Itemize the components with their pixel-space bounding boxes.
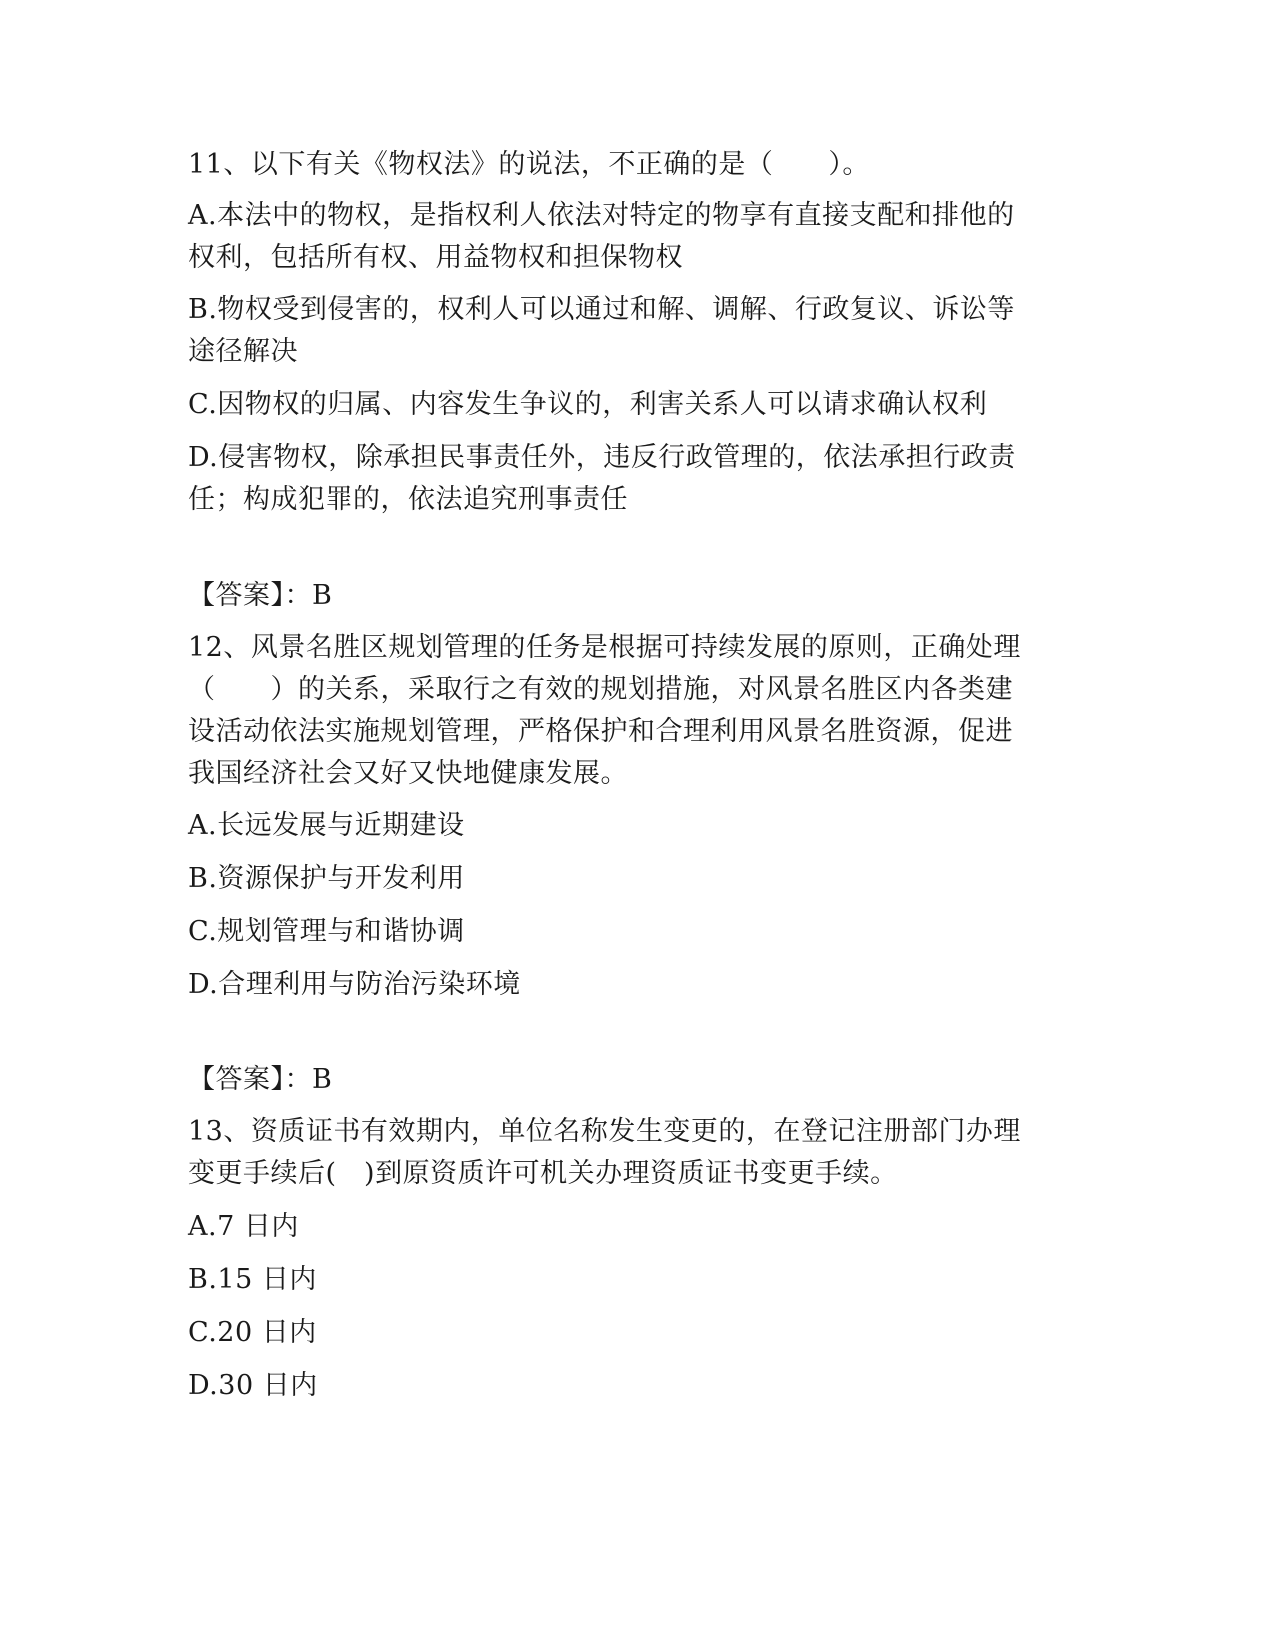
question-stem-continued: （ ）的关系，采取行之有效的规划措施，对风景名胜区内各类建 bbox=[188, 674, 1013, 705]
question-stem-continued: 我国经济社会又好又快地健康发展。 bbox=[188, 758, 628, 789]
question-stem: 12、风景名胜区规划管理的任务是根据可持续发展的原则，正确处理 bbox=[188, 632, 1021, 663]
option-a-continued: 权利，包括所有权、用益物权和担保物权 bbox=[188, 242, 683, 273]
question-stem: 13、资质证书有效期内，单位名称发生变更的，在登记注册部门办理 bbox=[188, 1116, 1021, 1147]
option-c: C.规划管理与和谐协调 bbox=[188, 916, 465, 947]
option-a: A.本法中的物权，是指权利人依法对特定的物享有直接支配和排他的 bbox=[188, 200, 1015, 231]
option-d-continued: 任；构成犯罪的，依法追究刑事责任 bbox=[188, 484, 628, 515]
option-b-continued: 途径解决 bbox=[188, 336, 298, 367]
option-d: D.侵害物权，除承担民事责任外，违反行政管理的，依法承担行政责 bbox=[188, 442, 1016, 473]
question-stem: 11、以下有关《物权法》的说法，不正确的是（ ）。 bbox=[188, 149, 870, 180]
option-c: C.20 日内 bbox=[188, 1317, 317, 1348]
option-c: C.因物权的归属、内容发生争议的，利害关系人可以请求确认权利 bbox=[188, 389, 988, 420]
answer-line: 【答案】：B bbox=[188, 1064, 333, 1095]
question-stem-continued: 变更手续后( )到原资质许可机关办理资质证书变更手续。 bbox=[188, 1158, 898, 1189]
option-a: A.长远发展与近期建设 bbox=[188, 810, 465, 841]
answer-line: 【答案】：B bbox=[188, 580, 333, 611]
option-d: D.合理利用与防治污染环境 bbox=[188, 969, 521, 1000]
option-d: D.30 日内 bbox=[188, 1370, 318, 1401]
option-b: B.15 日内 bbox=[188, 1264, 317, 1295]
option-b: B.物权受到侵害的，权利人可以通过和解、调解、行政复议、诉讼等 bbox=[188, 294, 1015, 325]
option-a: A.7 日内 bbox=[188, 1211, 299, 1242]
question-stem-continued: 设活动依法实施规划管理，严格保护和合理利用风景名胜资源，促进 bbox=[188, 716, 1013, 747]
option-b: B.资源保护与开发利用 bbox=[188, 863, 465, 894]
